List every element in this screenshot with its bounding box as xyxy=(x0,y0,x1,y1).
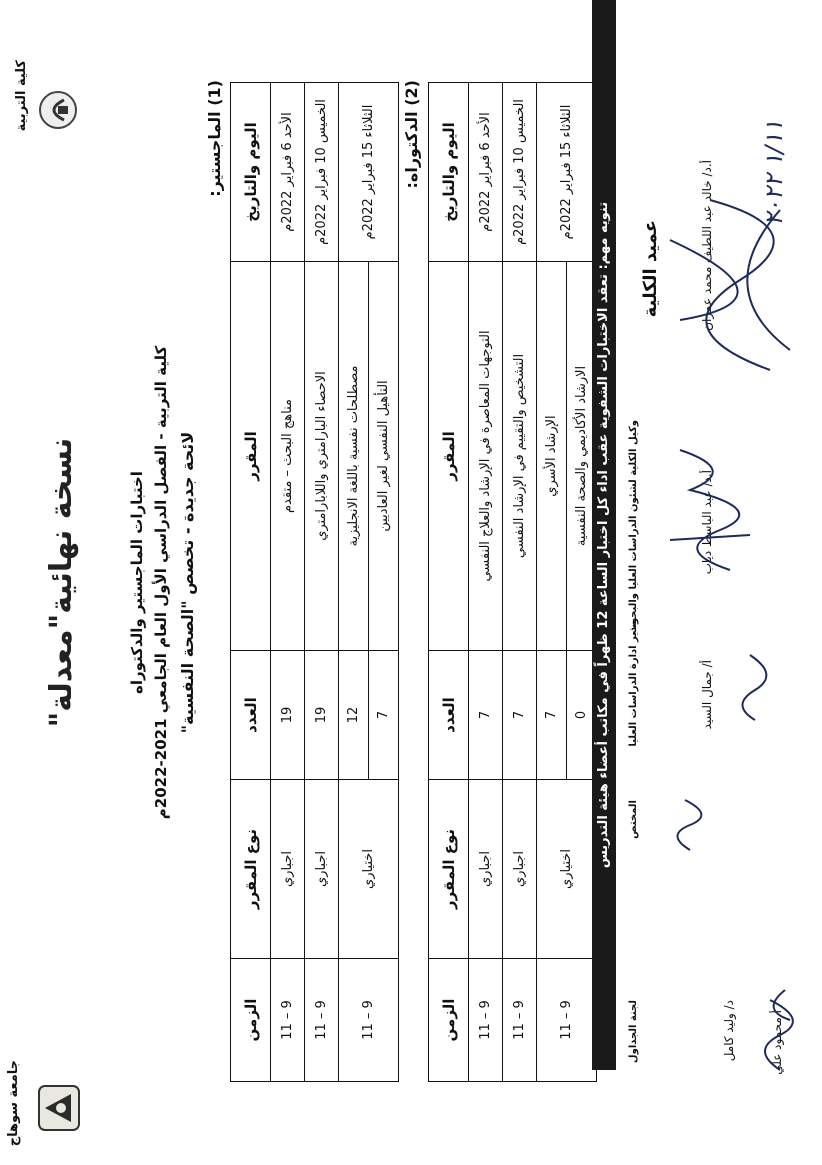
checker-signature-icon xyxy=(660,790,720,860)
committee-name: د/ وليد كامل xyxy=(722,1000,736,1062)
day-cell: الأحد 6 فبراير 2022م xyxy=(271,83,305,262)
masters-table xyxy=(230,82,399,1082)
final-version-stamp: نسخة نهائية"معدلة" xyxy=(44,437,79,728)
type-cell: اجباري xyxy=(305,780,339,959)
director-signature-icon xyxy=(720,640,780,730)
table-row xyxy=(469,83,503,1082)
course-cell: الاحصاء البارامتري واللابارامتري xyxy=(305,262,339,651)
type-cell: اجباري xyxy=(469,780,503,959)
checker-title: المختص xyxy=(628,800,639,839)
committee-title: لجنة الجداول xyxy=(628,1000,639,1064)
course-cell: الإرشاد الأسري xyxy=(537,262,567,651)
day-cell: الثلاثاء 15 فبراير 2022م xyxy=(537,83,597,262)
university-name: جامعة سوهاج xyxy=(6,1060,21,1147)
title-line-2: كلية التربية - الفصل الدراسي الأول العام الجامعي 2021-2022م xyxy=(152,345,170,820)
time-cell: 9 – 11 xyxy=(305,959,339,1082)
table-row xyxy=(305,83,339,1082)
time-cell: 9 – 11 xyxy=(271,959,305,1082)
course-cell: التأهيل النفسي لغير العاديين xyxy=(369,262,399,651)
table-row xyxy=(503,83,537,1082)
dean-name: أ.د/ خالد عبد اللطيف محمد عمران xyxy=(700,160,714,331)
table-row xyxy=(339,83,369,1082)
day-cell: الأحد 6 فبراير 2022م xyxy=(469,83,503,262)
count-cell: 0 xyxy=(567,651,597,780)
count-cell: 12 xyxy=(339,651,369,780)
title-line-3: لائحة جديدة - تخصص "الصحة النفسية" xyxy=(178,431,197,734)
day-cell: الخميس 10 فبراير 2022م xyxy=(305,83,339,262)
col-day: اليوم والتاريخ xyxy=(231,83,271,262)
title-line-1: اختبارات الماجستير والدكتوراه xyxy=(128,471,146,694)
vice-dean-signature-icon xyxy=(650,440,760,590)
col-time: الزمن xyxy=(429,959,469,1082)
course-cell: مصطلحات نفسية باللغة الانجليزية xyxy=(339,262,369,651)
count-cell: 7 xyxy=(369,651,399,780)
col-count: العدد xyxy=(231,651,271,780)
col-count: العدد xyxy=(429,651,469,780)
count-cell: 7 xyxy=(503,651,537,780)
count-cell: 7 xyxy=(537,651,567,780)
count-cell: 19 xyxy=(271,651,305,780)
time-cell: 9 – 11 xyxy=(339,959,399,1082)
col-course: المقرر xyxy=(429,262,469,651)
table-row xyxy=(271,83,305,1082)
handwritten-date: ١/١١ ٢٠٢٢ xyxy=(760,120,788,226)
type-cell: اجباري xyxy=(271,780,305,959)
director-title: مدير ادارة الدراسات العليا xyxy=(628,620,639,747)
time-cell: 9 – 11 xyxy=(537,959,597,1082)
day-cell: الخميس 10 فبراير 2022م xyxy=(503,83,537,262)
table-row xyxy=(537,83,567,1082)
count-cell: 19 xyxy=(305,651,339,780)
time-cell: 9 – 11 xyxy=(469,959,503,1082)
important-notice-bar: تنويه مهم: تعقد الاختبارات الشفوية عقب اداء كل اختبار الساعة 12 ظهراً في مكاتب أعضاء هيئة التدريس xyxy=(592,0,616,1070)
col-day: اليوم والتاريخ xyxy=(429,83,469,262)
col-course: المقرر xyxy=(231,262,271,651)
col-type: نوع المقرر xyxy=(429,780,469,959)
course-cell: التوجهات المعاصرة في الإرشاد والعلاج النفسي xyxy=(469,262,503,651)
type-cell: اختياري xyxy=(339,780,399,959)
course-cell: التشخيص والتقييم في الإرشاد النفسي xyxy=(503,262,537,651)
committee-signature-icon xyxy=(740,980,810,1080)
course-cell: مناهج البحث – متقدم xyxy=(271,262,305,651)
masters-heading: (1) الماجستير: xyxy=(205,80,224,197)
committee-name-2: أ محمود علي xyxy=(770,1010,784,1075)
vice-dean-title: وكيل الكلية لشئون الدراسات العليا والبحوث xyxy=(628,420,639,635)
doctorate-heading: (2) الدكتوراه: xyxy=(402,80,421,189)
col-time: الزمن xyxy=(231,959,271,1082)
day-cell: الثلاثاء 15 فبراير 2022م xyxy=(339,83,399,262)
count-cell: 7 xyxy=(469,651,503,780)
course-cell: الارشاد الأكاديمي والصحة النفسية xyxy=(567,262,597,651)
type-cell: اجباري xyxy=(503,780,537,959)
dean-title: عميد الكلية xyxy=(640,220,661,318)
faculty-name: كلية التربية xyxy=(14,60,29,132)
time-cell: 9 – 11 xyxy=(503,959,537,1082)
vice-dean-name: أ.د/ عبد الباسط دياب xyxy=(700,470,714,575)
director-name: أ/ جمال السيد xyxy=(700,660,714,730)
col-type: نوع المقرر xyxy=(231,780,271,959)
doctorate-table xyxy=(428,82,597,1082)
type-cell: اختياري xyxy=(537,780,597,959)
